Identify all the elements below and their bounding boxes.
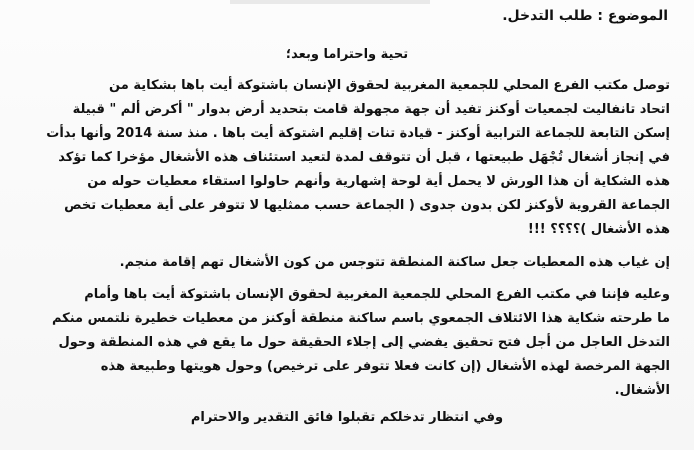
paragraph-line: الجهة المرخصة لهذه الأشغال (إن كانت فعلا تتوفر على ترخيص) وحول هويتها وطبيعة هذه — [100, 359, 670, 374]
paragraph-line: اتحاد تانفاليت لجمعيات أوكنز تفيد أن جهة مجهولة قامت بتحديد أرض بدوار " أكرض ألم " قبيلة — [72, 102, 670, 117]
paragraph-line: إسكن التابعة للجماعة الترابية أوكنز - قيادة تنات إقليم اشتوكة أيت باها . منذ سنة 2014 وأنها بدأت — [46, 126, 670, 141]
top-edge-shadow — [230, 0, 430, 4]
paragraph-line: هذه الأشغال )؟؟؟؟ !!! — [527, 222, 670, 237]
paragraph-line: الجماعة القروية لأوكنز لكن بدون جدوى ( الجماعة حسب ممثليها لا تتوفر على أية معطيات تخص — [64, 198, 670, 213]
paragraph-line: الأشغال. — [614, 383, 670, 398]
letter-greeting: تحية واحتراما وبعد؛ — [285, 47, 409, 62]
paragraph-line: ما طرحته شكاية هذا الائتلاف الجمعوي باسم ساكنة منطقة أوكنز من معطيات خطيرة نلتمس منكم — [51, 311, 670, 326]
paragraph-concern: إن غياب هذه المعطيات جعل ساكنة المنطقة تتوجس من كون الأشغال تهم إقامة منجم. — [119, 255, 670, 270]
paragraph-line: توصل مكتب الفرع المحلي للجمعية المغربية لحقوق الإنسان باشتوكة أيت باها بشكاية من — [109, 78, 670, 93]
letter-subject: الموضوع : طلب التدخل. — [502, 8, 668, 24]
paragraph-line: وعليه فإننا في مكتب الفرع المحلي للجمعية المغربية لحقوق الإنسان باشتوكة أيت باها وأمام — [84, 287, 670, 302]
paragraph-line: هذه الشكاية أن هذا الورش لا يحمل أية لوحة إشهارية وأنهم حاولوا استقاء معطيات حوله من — [87, 174, 670, 189]
letter-closing: وفي انتظار تدخلكم تقبلوا فائق التقدير والاحترام — [190, 410, 504, 425]
paragraph-request — [38, 283, 670, 403]
paragraph-line: التدخل العاجل من أجل فتح تحقيق يفضي إلى إجلاء الحقيقة حول ما يقع في هذه المنطقة وحول — [58, 335, 670, 350]
paragraph-complaint — [38, 74, 670, 242]
paragraph-line: في إنجاز أشغال تُجْهَل طبيعتها ، قبل أن تتوقف لمدة لتعيد استئناف هذه الأشغال مؤخرا كما تؤكد — [58, 150, 670, 165]
